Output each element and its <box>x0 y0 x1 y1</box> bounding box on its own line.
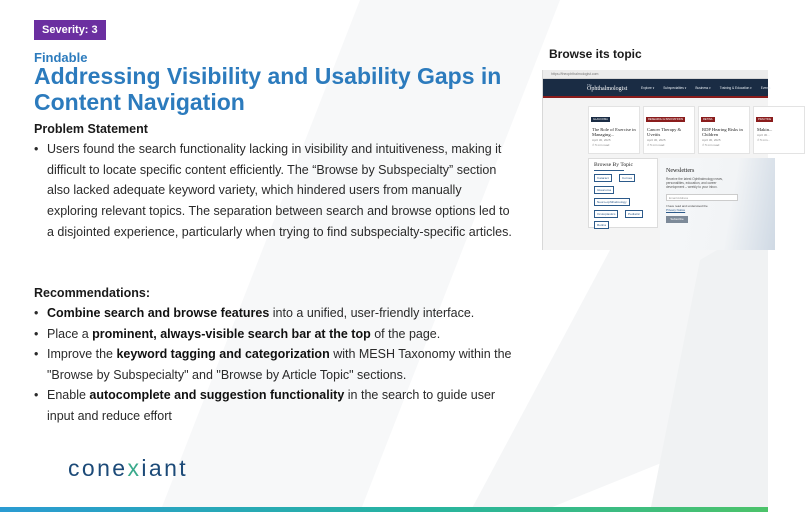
recommendation-item <box>34 324 514 345</box>
bottom-gradient-bar <box>0 507 768 512</box>
bullet-icon: • <box>34 326 39 341</box>
bullet-icon: • <box>34 142 39 156</box>
card-tag: GLAUCOMA <box>593 118 608 121</box>
recommendation-item <box>34 344 514 385</box>
recommendations-list <box>34 303 514 426</box>
recommendation-item <box>34 303 514 324</box>
card-read-time: ⏱ 5 min read <box>592 143 610 148</box>
subscribe-button: Subscribe <box>666 216 688 223</box>
nav-link: Training & Education ▾ <box>719 86 752 90</box>
topic-underline <box>594 170 624 171</box>
recommendation-bold: keyword tagging and categorization <box>116 347 330 361</box>
newsletter-agree <box>666 204 775 212</box>
card-date: April 30, 2025 <box>592 138 611 143</box>
recommendation-text: Enable <box>47 388 90 402</box>
site-nav-links <box>641 86 779 90</box>
bullet-icon: • <box>34 306 39 320</box>
card-title: RDP Hearing Risks in Children <box>702 127 743 138</box>
agree-text: I have read and understood the <box>666 204 708 208</box>
topic-chip: Glaucoma <box>594 186 614 194</box>
newsletter-heading: Newsletters <box>666 168 695 174</box>
recommendation-text: in the search to guide user input and reduce effort <box>47 388 496 423</box>
browse-topic-heading: Browse its topic <box>549 47 642 61</box>
recommendation-text: of the page. <box>370 326 441 341</box>
site-nav <box>543 79 771 96</box>
nav-stripe <box>543 96 768 98</box>
topic-chip: Neuro-ophthalmology <box>594 198 630 206</box>
topic-chip: Cornea <box>619 174 635 182</box>
topic-chip: Retina <box>594 221 609 229</box>
card-date: April 30, 2025 <box>702 138 721 143</box>
article-card <box>753 106 805 154</box>
card-tag: RESEARCH & INNOVATIONS <box>648 118 684 121</box>
topic-chip: Cataract <box>594 174 612 182</box>
browser-url-bar: https://theophthalmologist.com <box>543 70 768 79</box>
severity-badge: Severity: 3 <box>34 20 106 40</box>
problem-bullet <box>34 139 514 243</box>
article-card <box>643 106 695 154</box>
brand-name: Ophthalmologist <box>587 86 628 92</box>
page-title: Addressing Visibility and Usability Gaps in Content Navigation <box>34 63 502 115</box>
category-label: Findable <box>34 50 88 65</box>
logo-x: x <box>127 455 142 481</box>
browse-by-topic-box <box>588 158 658 228</box>
logo-text: iant <box>141 455 189 481</box>
recommendation-text: into a unified, user-friendly interface. <box>269 306 475 320</box>
article-cards <box>543 106 773 158</box>
topic-box-heading: Browse By Topic <box>594 162 633 168</box>
card-tag: RETINA <box>703 118 713 121</box>
card-tag: PRACTICE <box>758 118 772 121</box>
recommendation-text: Place a <box>47 326 93 341</box>
article-card <box>588 106 640 154</box>
brand-small: The <box>587 83 592 87</box>
newsletter-email-field: Email Address <box>666 194 738 201</box>
card-title: Cancer Therapy & Uveitis <box>647 127 682 138</box>
privacy-link: Privacy Notice <box>666 208 686 212</box>
recommendations-heading: Recommendations: <box>34 286 150 300</box>
recommendation-text: with MESH Taxonomy within the "Browse by Subspecialty" and "Browse by Article Topic" sections. <box>47 347 512 382</box>
card-title: The Role of Exercise in Managing... <box>592 127 636 138</box>
card-date: April 30... <box>757 133 770 138</box>
bullet-icon: • <box>34 347 39 361</box>
recommendation-item <box>34 385 514 426</box>
problem-text: Users found the search functionality lacking in visibility and intuitiveness, making it difficult to locate specific content efficiently. The “Browse by Subspecialty” section also lacked adequate keyword variety, which hindered users from manually exploring relevant topics. The separation between search and browse options led to a disjointed experience, particularly when trying to find subspecialty-specific articles. <box>47 142 512 239</box>
conexiant-logo <box>68 455 188 482</box>
article-card <box>698 106 750 154</box>
nav-link: Events <box>760 86 771 90</box>
problem-statement-heading: Problem Statement <box>34 122 148 136</box>
nav-link: Explore ▾ <box>641 86 655 90</box>
newsletter-description: Receive the latest Ophthalmology news, personalities, education, and career development – weekly to your inbox. <box>666 177 723 189</box>
topic-chip: Pediatric <box>625 210 643 218</box>
logo-text: cone <box>68 455 128 481</box>
recommendation-bold: Combine search and browse features <box>47 306 270 320</box>
site-brand <box>587 83 627 92</box>
nav-link: Business ▾ <box>695 86 711 90</box>
topic-chip: Oculoplastics <box>594 210 618 218</box>
website-screenshot <box>542 70 773 250</box>
card-read-time: ⏱ 5 min read <box>647 143 665 148</box>
card-title: Makin... <box>757 127 773 132</box>
card-read-time: ⏱ 5 min... <box>757 138 771 143</box>
bullet-icon: • <box>34 388 39 402</box>
card-read-time: ⏱ 5 min read <box>702 143 720 148</box>
newsletter-box <box>660 158 775 250</box>
recommendation-bold: autocomplete and suggestion functionality <box>89 388 345 402</box>
recommendation-bold: prominent, always-visible search bar at the top <box>92 326 371 341</box>
nav-link: Subspecialties ▾ <box>663 86 687 90</box>
problem-statement <box>34 139 514 243</box>
card-date: April 30, 2025 <box>647 138 666 143</box>
recommendation-text: Improve the <box>47 347 117 361</box>
